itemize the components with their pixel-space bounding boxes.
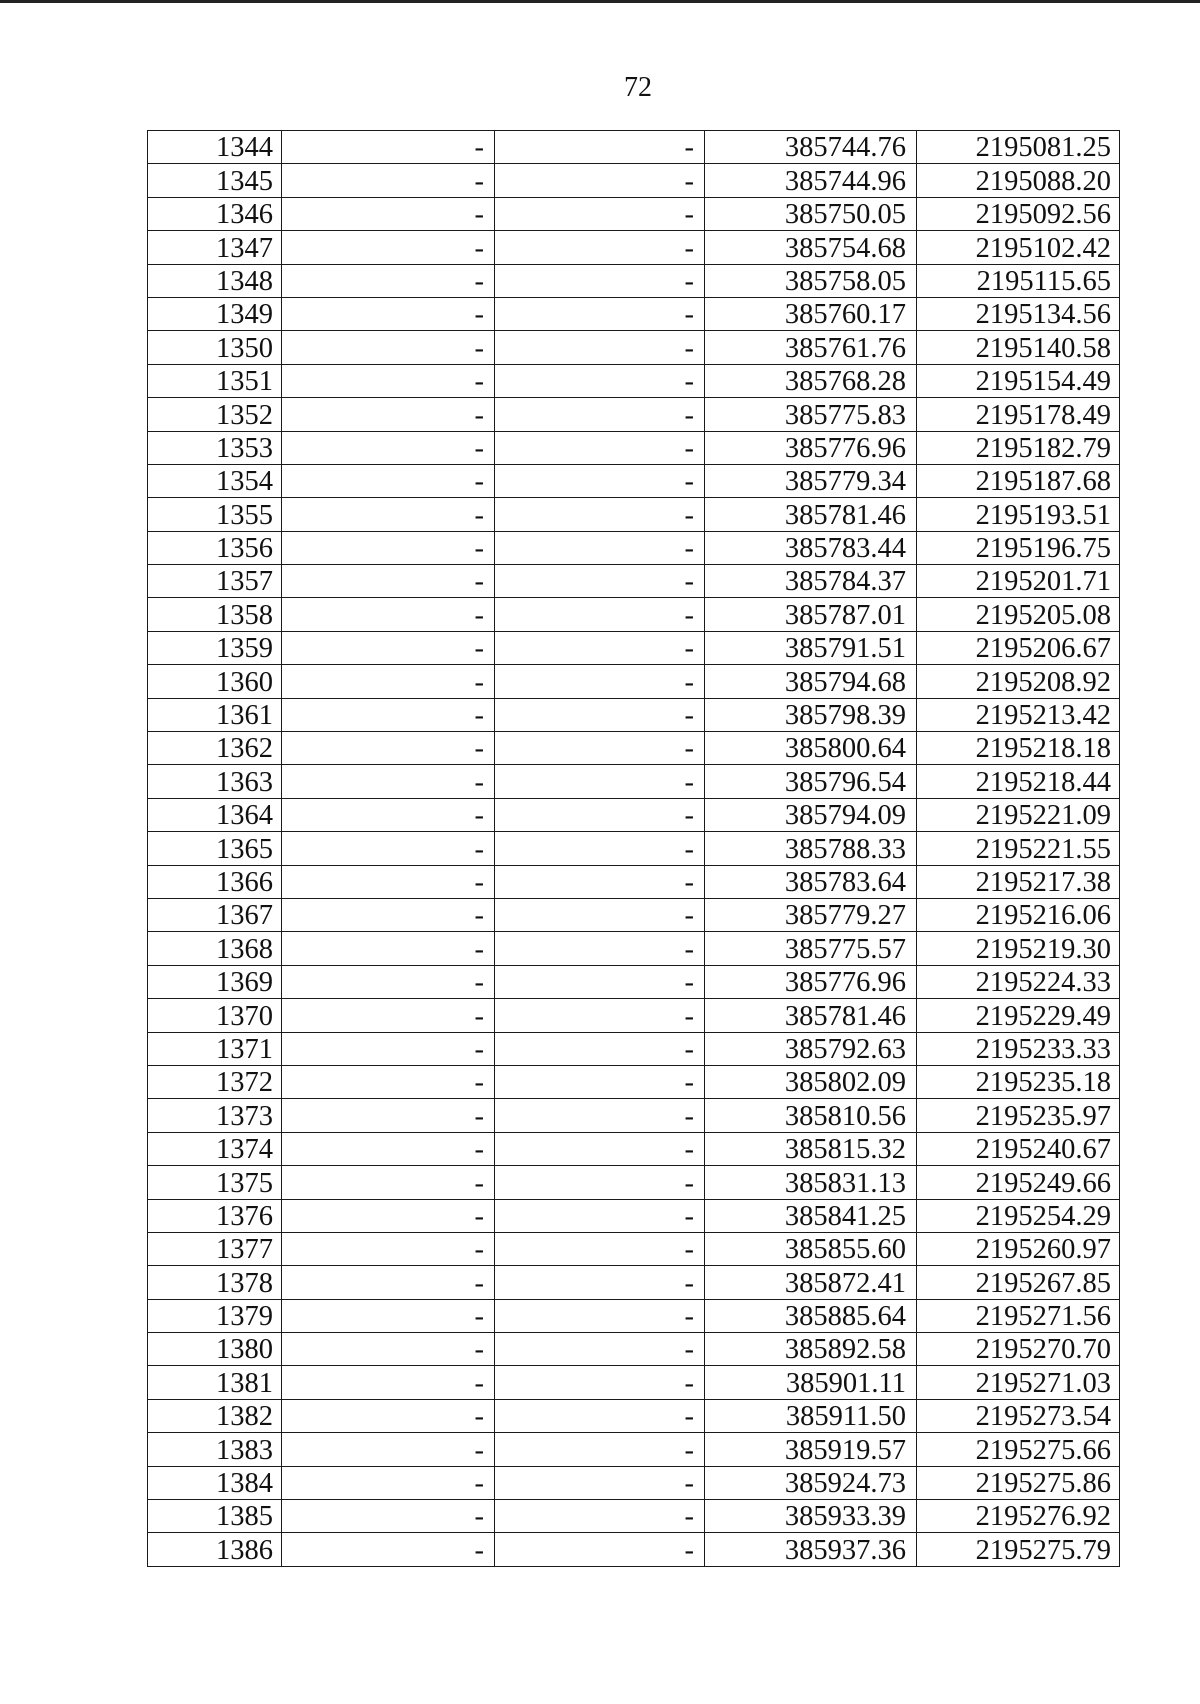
point-number-cell: 1352 [148, 398, 282, 431]
y-coordinate-cell: 2195270.70 [917, 1333, 1120, 1366]
blank-value-cell: - [495, 898, 705, 931]
y-coordinate-cell: 2195193.51 [917, 498, 1120, 531]
table-row [148, 1366, 1120, 1399]
table-row [148, 1466, 1120, 1499]
table-row [148, 331, 1120, 364]
table-row [148, 598, 1120, 631]
table-row [148, 1500, 1120, 1533]
blank-value-cell: - [495, 1266, 705, 1299]
table-row [148, 965, 1120, 998]
table-row [148, 398, 1120, 431]
blank-value-cell: - [495, 1466, 705, 1499]
x-coordinate-cell: 385779.27 [705, 898, 917, 931]
blank-value-cell: - [495, 531, 705, 564]
x-coordinate-cell: 385761.76 [705, 331, 917, 364]
table-row [148, 264, 1120, 297]
table-row [148, 1333, 1120, 1366]
x-coordinate-cell: 385776.96 [705, 965, 917, 998]
table-row [148, 865, 1120, 898]
table-row [148, 765, 1120, 798]
blank-value-cell: - [282, 631, 495, 664]
blank-value-cell: - [495, 865, 705, 898]
blank-value-cell: - [495, 1065, 705, 1098]
y-coordinate-cell: 2195206.67 [917, 631, 1120, 664]
x-coordinate-cell: 385911.50 [705, 1399, 917, 1432]
blank-value-cell: - [495, 1199, 705, 1232]
blank-value-cell: - [282, 832, 495, 865]
point-number-cell: 1358 [148, 598, 282, 631]
table-row [148, 231, 1120, 264]
table-row [148, 1299, 1120, 1332]
blank-value-cell: - [495, 1299, 705, 1332]
table-row [148, 1166, 1120, 1199]
blank-value-cell: - [282, 732, 495, 765]
y-coordinate-cell: 2195260.97 [917, 1232, 1120, 1265]
y-coordinate-cell: 2195235.97 [917, 1099, 1120, 1132]
blank-value-cell: - [282, 1433, 495, 1466]
x-coordinate-cell: 385791.51 [705, 631, 917, 664]
x-coordinate-cell: 385781.46 [705, 999, 917, 1032]
x-coordinate-cell: 385787.01 [705, 598, 917, 631]
table-row [148, 665, 1120, 698]
table-row [148, 999, 1120, 1032]
y-coordinate-cell: 2195235.18 [917, 1065, 1120, 1098]
blank-value-cell: - [495, 698, 705, 731]
blank-value-cell: - [495, 1232, 705, 1265]
point-number-cell: 1344 [148, 131, 282, 164]
blank-value-cell: - [495, 197, 705, 230]
blank-value-cell: - [282, 965, 495, 998]
blank-value-cell: - [282, 898, 495, 931]
blank-value-cell: - [495, 464, 705, 497]
blank-value-cell: - [495, 364, 705, 397]
x-coordinate-cell: 385937.36 [705, 1533, 917, 1566]
x-coordinate-cell: 385775.57 [705, 932, 917, 965]
blank-value-cell: - [495, 665, 705, 698]
table-row [148, 1433, 1120, 1466]
x-coordinate-cell: 385776.96 [705, 431, 917, 464]
y-coordinate-cell: 2195115.65 [917, 264, 1120, 297]
blank-value-cell: - [495, 932, 705, 965]
y-coordinate-cell: 2195273.54 [917, 1399, 1120, 1432]
y-coordinate-cell: 2195182.79 [917, 431, 1120, 464]
point-number-cell: 1348 [148, 264, 282, 297]
blank-value-cell: - [282, 665, 495, 698]
point-number-cell: 1363 [148, 765, 282, 798]
blank-value-cell: - [282, 1399, 495, 1432]
y-coordinate-cell: 2195081.25 [917, 131, 1120, 164]
y-coordinate-cell: 2195217.38 [917, 865, 1120, 898]
x-coordinate-cell: 385892.58 [705, 1333, 917, 1366]
table-row [148, 1199, 1120, 1232]
y-coordinate-cell: 2195218.18 [917, 732, 1120, 765]
x-coordinate-cell: 385815.32 [705, 1132, 917, 1165]
y-coordinate-cell: 2195216.06 [917, 898, 1120, 931]
blank-value-cell: - [495, 1166, 705, 1199]
point-number-cell: 1360 [148, 665, 282, 698]
blank-value-cell: - [495, 1399, 705, 1432]
blank-value-cell: - [282, 1299, 495, 1332]
blank-value-cell: - [282, 598, 495, 631]
point-number-cell: 1376 [148, 1199, 282, 1232]
table-row [148, 932, 1120, 965]
table-row [148, 1399, 1120, 1432]
point-number-cell: 1378 [148, 1266, 282, 1299]
point-number-cell: 1354 [148, 464, 282, 497]
table-row [148, 1065, 1120, 1098]
blank-value-cell: - [282, 999, 495, 1032]
blank-value-cell: - [282, 531, 495, 564]
blank-value-cell: - [282, 1266, 495, 1299]
table-row [148, 164, 1120, 197]
blank-value-cell: - [495, 765, 705, 798]
x-coordinate-cell: 385831.13 [705, 1166, 917, 1199]
x-coordinate-cell: 385841.25 [705, 1199, 917, 1232]
blank-value-cell: - [282, 164, 495, 197]
point-number-cell: 1362 [148, 732, 282, 765]
y-coordinate-cell: 2195254.29 [917, 1199, 1120, 1232]
point-number-cell: 1380 [148, 1333, 282, 1366]
x-coordinate-cell: 385754.68 [705, 231, 917, 264]
y-coordinate-cell: 2195240.67 [917, 1132, 1120, 1165]
table-row [148, 565, 1120, 598]
y-coordinate-cell: 2195233.33 [917, 1032, 1120, 1065]
blank-value-cell: - [495, 1032, 705, 1065]
point-number-cell: 1377 [148, 1232, 282, 1265]
point-number-cell: 1345 [148, 164, 282, 197]
table-row [148, 464, 1120, 497]
y-coordinate-cell: 2195267.85 [917, 1266, 1120, 1299]
top-border-rule [0, 0, 1200, 3]
x-coordinate-cell: 385855.60 [705, 1232, 917, 1265]
table-row [148, 798, 1120, 831]
point-number-cell: 1351 [148, 364, 282, 397]
y-coordinate-cell: 2195219.30 [917, 932, 1120, 965]
blank-value-cell: - [282, 1166, 495, 1199]
table-row [148, 898, 1120, 931]
x-coordinate-cell: 385744.96 [705, 164, 917, 197]
blank-value-cell: - [282, 231, 495, 264]
point-number-cell: 1367 [148, 898, 282, 931]
y-coordinate-cell: 2195205.08 [917, 598, 1120, 631]
table-row [148, 1032, 1120, 1065]
point-number-cell: 1373 [148, 1099, 282, 1132]
x-coordinate-cell: 385885.64 [705, 1299, 917, 1332]
table-row [148, 531, 1120, 564]
point-number-cell: 1381 [148, 1366, 282, 1399]
blank-value-cell: - [282, 431, 495, 464]
point-number-cell: 1346 [148, 197, 282, 230]
y-coordinate-cell: 2195208.92 [917, 665, 1120, 698]
blank-value-cell: - [495, 1366, 705, 1399]
coordinates-table-body [148, 131, 1120, 1567]
blank-value-cell: - [495, 1500, 705, 1533]
table-row [148, 698, 1120, 731]
x-coordinate-cell: 385784.37 [705, 565, 917, 598]
y-coordinate-cell: 2195213.42 [917, 698, 1120, 731]
x-coordinate-cell: 385788.33 [705, 832, 917, 865]
blank-value-cell: - [282, 297, 495, 330]
blank-value-cell: - [282, 1366, 495, 1399]
x-coordinate-cell: 385783.44 [705, 531, 917, 564]
table-row [148, 1533, 1120, 1566]
blank-value-cell: - [282, 1065, 495, 1098]
y-coordinate-cell: 2195201.71 [917, 565, 1120, 598]
blank-value-cell: - [282, 498, 495, 531]
x-coordinate-cell: 385781.46 [705, 498, 917, 531]
blank-value-cell: - [495, 1099, 705, 1132]
blank-value-cell: - [282, 331, 495, 364]
x-coordinate-cell: 385802.09 [705, 1065, 917, 1098]
blank-value-cell: - [282, 698, 495, 731]
blank-value-cell: - [495, 798, 705, 831]
y-coordinate-cell: 2195140.58 [917, 331, 1120, 364]
point-number-cell: 1384 [148, 1466, 282, 1499]
x-coordinate-cell: 385744.76 [705, 131, 917, 164]
table-row [148, 431, 1120, 464]
y-coordinate-cell: 2195275.66 [917, 1433, 1120, 1466]
table-row [148, 1266, 1120, 1299]
blank-value-cell: - [282, 1232, 495, 1265]
x-coordinate-cell: 385901.11 [705, 1366, 917, 1399]
blank-value-cell: - [282, 798, 495, 831]
blank-value-cell: - [495, 732, 705, 765]
table-row [148, 1132, 1120, 1165]
point-number-cell: 1347 [148, 231, 282, 264]
blank-value-cell: - [495, 1333, 705, 1366]
blank-value-cell: - [282, 1500, 495, 1533]
y-coordinate-cell: 2195275.79 [917, 1533, 1120, 1566]
point-number-cell: 1364 [148, 798, 282, 831]
x-coordinate-cell: 385758.05 [705, 264, 917, 297]
blank-value-cell: - [282, 197, 495, 230]
table-row [148, 197, 1120, 230]
blank-value-cell: - [282, 932, 495, 965]
y-coordinate-cell: 2195275.86 [917, 1466, 1120, 1499]
blank-value-cell: - [282, 464, 495, 497]
x-coordinate-cell: 385933.39 [705, 1500, 917, 1533]
blank-value-cell: - [495, 231, 705, 264]
y-coordinate-cell: 2195102.42 [917, 231, 1120, 264]
blank-value-cell: - [495, 598, 705, 631]
x-coordinate-cell: 385872.41 [705, 1266, 917, 1299]
x-coordinate-cell: 385792.63 [705, 1032, 917, 1065]
x-coordinate-cell: 385924.73 [705, 1466, 917, 1499]
y-coordinate-cell: 2195178.49 [917, 398, 1120, 431]
x-coordinate-cell: 385794.68 [705, 665, 917, 698]
y-coordinate-cell: 2195221.55 [917, 832, 1120, 865]
x-coordinate-cell: 385919.57 [705, 1433, 917, 1466]
blank-value-cell: - [282, 131, 495, 164]
blank-value-cell: - [282, 865, 495, 898]
blank-value-cell: - [495, 1132, 705, 1165]
x-coordinate-cell: 385783.64 [705, 865, 917, 898]
table-row [148, 364, 1120, 397]
blank-value-cell: - [282, 1132, 495, 1165]
point-number-cell: 1349 [148, 297, 282, 330]
point-number-cell: 1379 [148, 1299, 282, 1332]
blank-value-cell: - [495, 1533, 705, 1566]
point-number-cell: 1372 [148, 1065, 282, 1098]
y-coordinate-cell: 2195224.33 [917, 965, 1120, 998]
point-number-cell: 1353 [148, 431, 282, 464]
point-number-cell: 1374 [148, 1132, 282, 1165]
table-row [148, 131, 1120, 164]
x-coordinate-cell: 385760.17 [705, 297, 917, 330]
point-number-cell: 1369 [148, 965, 282, 998]
blank-value-cell: - [495, 999, 705, 1032]
blank-value-cell: - [495, 431, 705, 464]
blank-value-cell: - [282, 1032, 495, 1065]
point-number-cell: 1385 [148, 1500, 282, 1533]
blank-value-cell: - [282, 264, 495, 297]
point-number-cell: 1359 [148, 631, 282, 664]
y-coordinate-cell: 2195218.44 [917, 765, 1120, 798]
blank-value-cell: - [495, 498, 705, 531]
y-coordinate-cell: 2195249.66 [917, 1166, 1120, 1199]
x-coordinate-cell: 385800.64 [705, 732, 917, 765]
y-coordinate-cell: 2195271.56 [917, 1299, 1120, 1332]
x-coordinate-cell: 385810.56 [705, 1099, 917, 1132]
blank-value-cell: - [282, 364, 495, 397]
x-coordinate-cell: 385794.09 [705, 798, 917, 831]
point-number-cell: 1366 [148, 865, 282, 898]
blank-value-cell: - [495, 1433, 705, 1466]
blank-value-cell: - [495, 832, 705, 865]
blank-value-cell: - [282, 565, 495, 598]
blank-value-cell: - [495, 631, 705, 664]
blank-value-cell: - [495, 398, 705, 431]
blank-value-cell: - [282, 1333, 495, 1366]
point-number-cell: 1356 [148, 531, 282, 564]
blank-value-cell: - [282, 765, 495, 798]
blank-value-cell: - [282, 1466, 495, 1499]
x-coordinate-cell: 385796.54 [705, 765, 917, 798]
x-coordinate-cell: 385750.05 [705, 197, 917, 230]
x-coordinate-cell: 385798.39 [705, 698, 917, 731]
y-coordinate-cell: 2195229.49 [917, 999, 1120, 1032]
blank-value-cell: - [495, 297, 705, 330]
y-coordinate-cell: 2195134.56 [917, 297, 1120, 330]
y-coordinate-cell: 2195092.56 [917, 197, 1120, 230]
y-coordinate-cell: 2195154.49 [917, 364, 1120, 397]
y-coordinate-cell: 2195271.03 [917, 1366, 1120, 1399]
blank-value-cell: - [282, 1533, 495, 1566]
blank-value-cell: - [282, 1199, 495, 1232]
point-number-cell: 1365 [148, 832, 282, 865]
y-coordinate-cell: 2195187.68 [917, 464, 1120, 497]
table-row [148, 1232, 1120, 1265]
coordinates-table [147, 130, 1120, 1567]
table-row [148, 631, 1120, 664]
y-coordinate-cell: 2195221.09 [917, 798, 1120, 831]
table-row [148, 1099, 1120, 1132]
x-coordinate-cell: 385775.83 [705, 398, 917, 431]
blank-value-cell: - [282, 1099, 495, 1132]
blank-value-cell: - [495, 565, 705, 598]
table-row [148, 832, 1120, 865]
blank-value-cell: - [495, 164, 705, 197]
table-row [148, 498, 1120, 531]
point-number-cell: 1361 [148, 698, 282, 731]
blank-value-cell: - [495, 331, 705, 364]
point-number-cell: 1375 [148, 1166, 282, 1199]
x-coordinate-cell: 385768.28 [705, 364, 917, 397]
point-number-cell: 1350 [148, 331, 282, 364]
blank-value-cell: - [282, 398, 495, 431]
blank-value-cell: - [495, 264, 705, 297]
page-number: 72 [624, 72, 652, 103]
blank-value-cell: - [495, 131, 705, 164]
table-row [148, 297, 1120, 330]
blank-value-cell: - [495, 965, 705, 998]
y-coordinate-cell: 2195196.75 [917, 531, 1120, 564]
point-number-cell: 1386 [148, 1533, 282, 1566]
point-number-cell: 1368 [148, 932, 282, 965]
table-row [148, 732, 1120, 765]
y-coordinate-cell: 2195276.92 [917, 1500, 1120, 1533]
y-coordinate-cell: 2195088.20 [917, 164, 1120, 197]
point-number-cell: 1383 [148, 1433, 282, 1466]
point-number-cell: 1357 [148, 565, 282, 598]
x-coordinate-cell: 385779.34 [705, 464, 917, 497]
point-number-cell: 1382 [148, 1399, 282, 1432]
point-number-cell: 1371 [148, 1032, 282, 1065]
point-number-cell: 1370 [148, 999, 282, 1032]
point-number-cell: 1355 [148, 498, 282, 531]
